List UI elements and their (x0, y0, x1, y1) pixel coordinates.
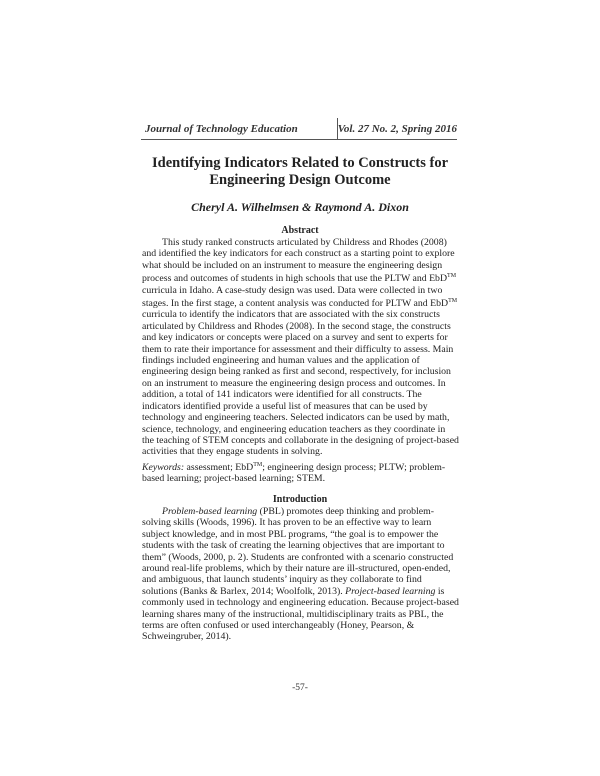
article-title (100, 155, 500, 189)
introduction-line: subject knowledge, and in most PBL programs, “the goal is to empower the (142, 528, 439, 540)
keywords-text: ; engineering design process; PLTW; problem- (262, 462, 446, 473)
abstract-line: curricula to identify the indicators that are associated with the six constructs (142, 309, 440, 321)
abstract-line: curricula in Idaho. A case-study design was used. Data were collected in two (142, 284, 443, 296)
running-header (141, 118, 457, 140)
keywords-label: Keywords: (142, 462, 185, 473)
introduction-body (142, 506, 460, 643)
header-rule (141, 139, 457, 140)
abstract-line: activities that they engage students in solving. (142, 446, 323, 458)
abstract-line: indicators identified provide a useful list of measures that can be used by (142, 400, 428, 412)
abstract-line: on an instrument to measure the engineering design process and outcomes. In (142, 377, 446, 389)
abstract-line: addition, a total of 141 indicators were identified for all constructs. The (142, 389, 422, 401)
title-line: Engineering Design Outcome (209, 172, 391, 188)
abstract-line: articulated by Childress and Rhodes (2008). In the second stage, the constructs (142, 320, 451, 332)
abstract-line: engineering design being ranked as first and second, respectively, for inclusion (142, 366, 451, 378)
introduction-line: Problem-based learning (PBL) promotes deep thinking and problem- (162, 506, 435, 517)
introduction-line: terms are often confused or used interchangeably (Honey, Pearson, & (142, 620, 415, 632)
introduction-line: solutions (Banks & Barlex, 2014; Woolfolk, 2013). Project-based learning is (142, 585, 445, 597)
trademark-mark: TM (253, 462, 263, 468)
introduction-line: and ambiguous, that launch students’ inquiry as they collaborate to find (142, 574, 422, 586)
abstract-line: process and outcomes of students in high schools that use the PLTW and EbD™ (142, 273, 457, 285)
introduction-line: commonly used in technology and engineering education. Because project-based (142, 597, 459, 609)
abstract-body (142, 237, 460, 458)
introduction-line: Schweingruber, 2014). (142, 631, 232, 643)
journal-name: Journal of Technology Education (145, 123, 298, 135)
abstract-line: science, technology, and engineering education teachers as they coordinate in (142, 423, 446, 435)
introduction-line: learning shares many of the instructional, multidisciplinary traits as PBL, the (142, 608, 444, 620)
trademark-mark: TM (448, 298, 458, 305)
introduction-line: them” (Woods, 2000, p. 2). Students are confronted with a scenario constructed (142, 551, 454, 563)
abstract-line: This study ranked constructs articulated by Childress and Rhodes (2008) (162, 237, 447, 248)
introduction-line: solving skills (Woods, 1996). It has proven to be an effective way to learn (142, 517, 432, 529)
keywords-text: assessment; EbD (184, 462, 254, 473)
keywords-line: based learning; project-based learning; STEM. (142, 473, 326, 485)
introduction-heading: Introduction (272, 494, 328, 505)
introduction-line: around real-life problems, which by their nature are ill-structured, open-ended, (142, 563, 451, 575)
abstract-line: findings included engineering and human values and the application of (142, 355, 420, 367)
abstract-heading: Abstract (281, 225, 319, 236)
issue-info: Vol. 27 No. 2, Spring 2016 (337, 123, 457, 135)
abstract-line: them to rate their importance for assessment and their difficulty to assess. Main (142, 343, 454, 355)
introduction-line: students with the task of creating the learning objectives that are important to (142, 540, 445, 552)
keywords-line (142, 460, 460, 473)
page-number: -57- (292, 683, 308, 693)
authors: Cheryl A. Wilhelmsen & Raymond A. Dixon (191, 200, 409, 214)
abstract-line: what should be included on an instrument to measure the engineering design (142, 259, 443, 271)
abstract-line: and key indicators or concepts were placed on a survey and sent to experts for (142, 332, 448, 344)
abstract-line: and identified the key indicators for each construct as a starting point to explore (142, 248, 455, 260)
abstract-line: technology and engineering teachers. Selected indicators can be used by math, (142, 412, 450, 424)
abstract-line: stages. In the first stage, a content analysis was conducted for PLTW and EbD™ (142, 298, 458, 310)
trademark-mark: TM (447, 273, 457, 280)
title-line: Identifying Indicators Related to Constructs for (151, 155, 449, 171)
abstract-line: the teaching of STEM concepts and collaborate in the designing of project-based (142, 434, 459, 446)
keywords (142, 460, 460, 485)
